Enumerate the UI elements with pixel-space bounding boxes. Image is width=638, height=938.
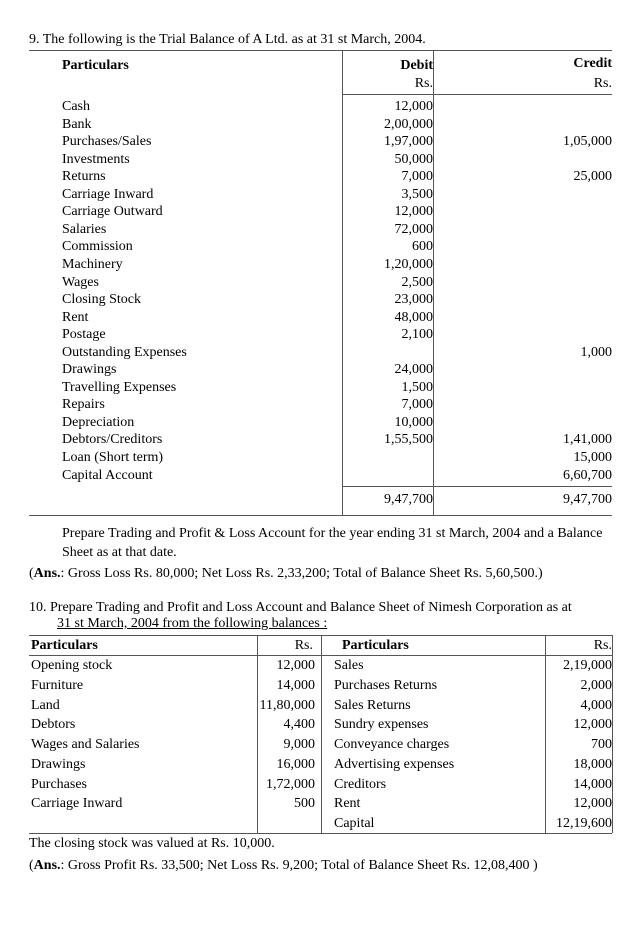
row-debit: 23,000 bbox=[394, 292, 433, 308]
table-row bbox=[0, 449, 638, 467]
row-debit: 12,000 bbox=[394, 99, 433, 114]
table-row bbox=[321, 656, 612, 676]
balances-bottom-rule bbox=[29, 833, 612, 834]
row-debit: 7,000 bbox=[401, 397, 433, 413]
q10-answer-label: Ans. bbox=[33, 858, 61, 873]
row-amount: 2,19,000 bbox=[563, 658, 612, 673]
right-border bbox=[612, 635, 613, 833]
table-row bbox=[0, 414, 638, 432]
row-particulars: Investments bbox=[62, 151, 130, 167]
row-particulars: Purchases Returns bbox=[334, 677, 438, 693]
table-row bbox=[0, 151, 638, 169]
row-amount: 500 bbox=[294, 796, 315, 812]
table-row bbox=[0, 755, 321, 775]
row-amount: 9,000 bbox=[283, 737, 315, 752]
q9-instruction-line2: Sheet as at that date. bbox=[62, 545, 177, 560]
row-particulars: Wages and Salaries bbox=[31, 737, 140, 752]
table-row bbox=[0, 467, 638, 485]
q9-answer-label: Ans. bbox=[33, 566, 61, 581]
row-debit: 50,000 bbox=[394, 151, 433, 167]
row-debit: 1,97,000 bbox=[384, 134, 433, 150]
left-header-particulars: Particulars bbox=[31, 638, 98, 653]
row-debit: 72,000 bbox=[394, 221, 433, 237]
row-amount: 14,000 bbox=[573, 776, 612, 792]
row-particulars: Debtors/Creditors bbox=[62, 432, 163, 448]
row-particulars: Drawings bbox=[31, 756, 86, 772]
table-bottom-rule bbox=[29, 515, 612, 516]
row-particulars: Postage bbox=[62, 327, 106, 343]
table-row bbox=[321, 814, 612, 834]
row-debit: 3,500 bbox=[401, 186, 433, 202]
table-row bbox=[321, 794, 612, 814]
row-amount: 700 bbox=[591, 737, 612, 752]
row-particulars: Drawings bbox=[62, 362, 117, 378]
row-amount: 4,400 bbox=[283, 717, 315, 733]
row-particulars: Rent bbox=[334, 796, 361, 812]
q10-closing-note: The closing stock was valued at Rs. 10,000. bbox=[29, 836, 275, 851]
row-amount: 12,000 bbox=[573, 717, 612, 733]
row-particulars: Closing Stock bbox=[62, 292, 141, 308]
left-header-rs: Rs. bbox=[294, 638, 313, 653]
table-row bbox=[321, 715, 612, 735]
table-row bbox=[321, 775, 612, 795]
row-particulars: Carriage Inward bbox=[31, 796, 123, 812]
table-row bbox=[0, 379, 638, 397]
row-credit: 25,000 bbox=[573, 169, 612, 185]
q9-answer: (Ans.: Gross Loss Rs. 80,000; Net Loss Rs. 2,33,200; Total of Balance Sheet Rs. 5,60,500.) bbox=[29, 566, 543, 581]
header-debit: Debit bbox=[400, 58, 433, 73]
row-particulars: Purchases/Sales bbox=[62, 134, 152, 150]
row-particulars: Depreciation bbox=[62, 414, 135, 430]
table-row bbox=[321, 755, 612, 775]
row-particulars: Debtors bbox=[31, 717, 76, 733]
header-credit-unit: Rs. bbox=[593, 76, 612, 91]
row-particulars: Bank bbox=[62, 116, 92, 132]
row-credit: 1,41,000 bbox=[563, 432, 612, 448]
header-credit: Credit bbox=[573, 56, 612, 71]
header-debit-unit: Rs. bbox=[414, 76, 433, 91]
row-amount: 16,000 bbox=[276, 756, 315, 772]
row-debit: 2,500 bbox=[401, 274, 433, 290]
row-particulars: Conveyance charges bbox=[334, 737, 450, 752]
row-particulars: Carriage Outward bbox=[62, 204, 163, 220]
row-credit: 1,000 bbox=[580, 344, 612, 360]
row-amount: 14,000 bbox=[276, 677, 315, 693]
row-debit: 1,500 bbox=[401, 379, 433, 395]
row-particulars: Outstanding Expenses bbox=[62, 344, 187, 360]
row-particulars: Returns bbox=[62, 169, 106, 185]
row-amount: 12,000 bbox=[276, 658, 315, 673]
table-row bbox=[0, 775, 321, 795]
row-particulars: Travelling Expenses bbox=[62, 379, 177, 395]
table-row bbox=[0, 168, 638, 186]
table-row bbox=[0, 676, 321, 696]
row-debit: 1,55,500 bbox=[384, 432, 433, 448]
row-particulars: Commission bbox=[62, 239, 133, 255]
row-amount: 12,19,600 bbox=[556, 816, 612, 831]
header-particulars: Particulars bbox=[62, 58, 129, 73]
row-debit: 2,100 bbox=[401, 327, 433, 343]
row-particulars: Capital Account bbox=[62, 467, 153, 483]
table-row bbox=[0, 696, 321, 716]
header-bottom-rule bbox=[342, 94, 612, 95]
row-particulars: Machinery bbox=[62, 256, 123, 272]
table-row bbox=[0, 256, 638, 274]
row-particulars: Purchases bbox=[31, 776, 87, 792]
right-header-particulars: Particulars bbox=[342, 638, 409, 653]
row-amount: 18,000 bbox=[573, 756, 612, 772]
row-particulars: Carriage Inward bbox=[62, 186, 154, 202]
row-particulars: Capital bbox=[334, 816, 375, 831]
table-row bbox=[0, 361, 638, 379]
row-credit: 6,60,700 bbox=[563, 467, 612, 483]
row-particulars: Land bbox=[31, 697, 60, 713]
table-row bbox=[321, 676, 612, 696]
total-credit: 9,47,700 bbox=[563, 492, 612, 507]
table-row bbox=[0, 186, 638, 204]
row-debit: 48,000 bbox=[394, 309, 433, 325]
q10-answer: (Ans.: Gross Profit Rs. 33,500; Net Loss Rs. 9,200; Total of Balance Sheet Rs. 12,08,400 ) bbox=[29, 858, 538, 873]
row-particulars: Loan (Short term) bbox=[62, 450, 164, 465]
q10-heading-line1: 10. Prepare Trading and Profit and Loss Account and Balance Sheet of Nimesh Corporation as at bbox=[29, 600, 572, 615]
row-debit: 7,000 bbox=[401, 169, 433, 185]
table-row bbox=[0, 326, 638, 344]
row-amount: 2,000 bbox=[580, 677, 612, 693]
row-amount: 1,72,000 bbox=[266, 776, 315, 792]
table-row bbox=[0, 238, 638, 256]
row-amount: 11,80,000 bbox=[259, 697, 315, 713]
row-particulars: Sundry expenses bbox=[334, 717, 429, 733]
row-particulars: Creditors bbox=[334, 776, 387, 792]
table-row bbox=[0, 396, 638, 414]
q9-instruction-line1: Prepare Trading and Profit & Loss Account for the year ending 31 st March, 2004 and a Balance bbox=[62, 526, 603, 541]
row-debit: 10,000 bbox=[394, 414, 433, 430]
row-particulars: Repairs bbox=[62, 397, 105, 413]
table-row bbox=[0, 116, 638, 134]
total-top-rule bbox=[342, 486, 612, 487]
row-amount: 4,000 bbox=[580, 697, 612, 713]
row-credit: 1,05,000 bbox=[563, 134, 612, 150]
table-row bbox=[0, 98, 638, 116]
table-row bbox=[0, 309, 638, 327]
row-debit: 600 bbox=[412, 239, 433, 255]
q9-answer-text: : Gross Loss Rs. 80,000; Net Loss Rs. 2,33,200; Total of Balance Sheet Rs. 5,60,500.) bbox=[60, 566, 543, 581]
q10-answer-text: : Gross Profit Rs. 33,500; Net Loss Rs. 9,200; Total of Balance Sheet Rs. 12,08,400 ) bbox=[60, 858, 538, 873]
table-row bbox=[0, 715, 321, 735]
row-particulars: Advertising expenses bbox=[334, 756, 455, 772]
row-particulars: Sales Returns bbox=[334, 697, 411, 713]
row-credit: 15,000 bbox=[573, 450, 612, 465]
table-row bbox=[0, 794, 321, 814]
q9-heading: 9. The following is the Trial Balance of A Ltd. as at 31 st March, 2004. bbox=[29, 32, 426, 47]
table-row bbox=[0, 431, 638, 449]
table-row bbox=[0, 656, 321, 676]
right-header-rs: Rs. bbox=[593, 638, 612, 653]
table-row bbox=[0, 735, 321, 755]
row-particulars: Furniture bbox=[31, 677, 84, 693]
row-particulars: Rent bbox=[62, 309, 89, 325]
table-row bbox=[0, 291, 638, 309]
table-row bbox=[0, 133, 638, 151]
row-particulars: Salaries bbox=[62, 221, 107, 237]
row-amount: 12,000 bbox=[573, 796, 612, 812]
table-row bbox=[0, 274, 638, 292]
table-row bbox=[0, 221, 638, 239]
row-debit: 24,000 bbox=[394, 362, 433, 378]
row-debit: 12,000 bbox=[394, 204, 433, 220]
q10-heading-line2: 31 st March, 2004 from the following balances : bbox=[57, 616, 328, 631]
row-particulars: Cash bbox=[62, 99, 90, 114]
table-row bbox=[0, 203, 638, 221]
row-particulars: Wages bbox=[62, 274, 99, 290]
table-row bbox=[321, 696, 612, 716]
table-row bbox=[0, 344, 638, 362]
row-particulars: Opening stock bbox=[31, 658, 113, 673]
row-debit: 1,20,000 bbox=[384, 256, 433, 272]
total-debit: 9,47,700 bbox=[384, 492, 433, 507]
row-particulars: Sales bbox=[334, 658, 364, 673]
row-debit: 2,00,000 bbox=[384, 116, 433, 132]
table-top-rule bbox=[29, 50, 612, 51]
table-row bbox=[321, 735, 612, 755]
